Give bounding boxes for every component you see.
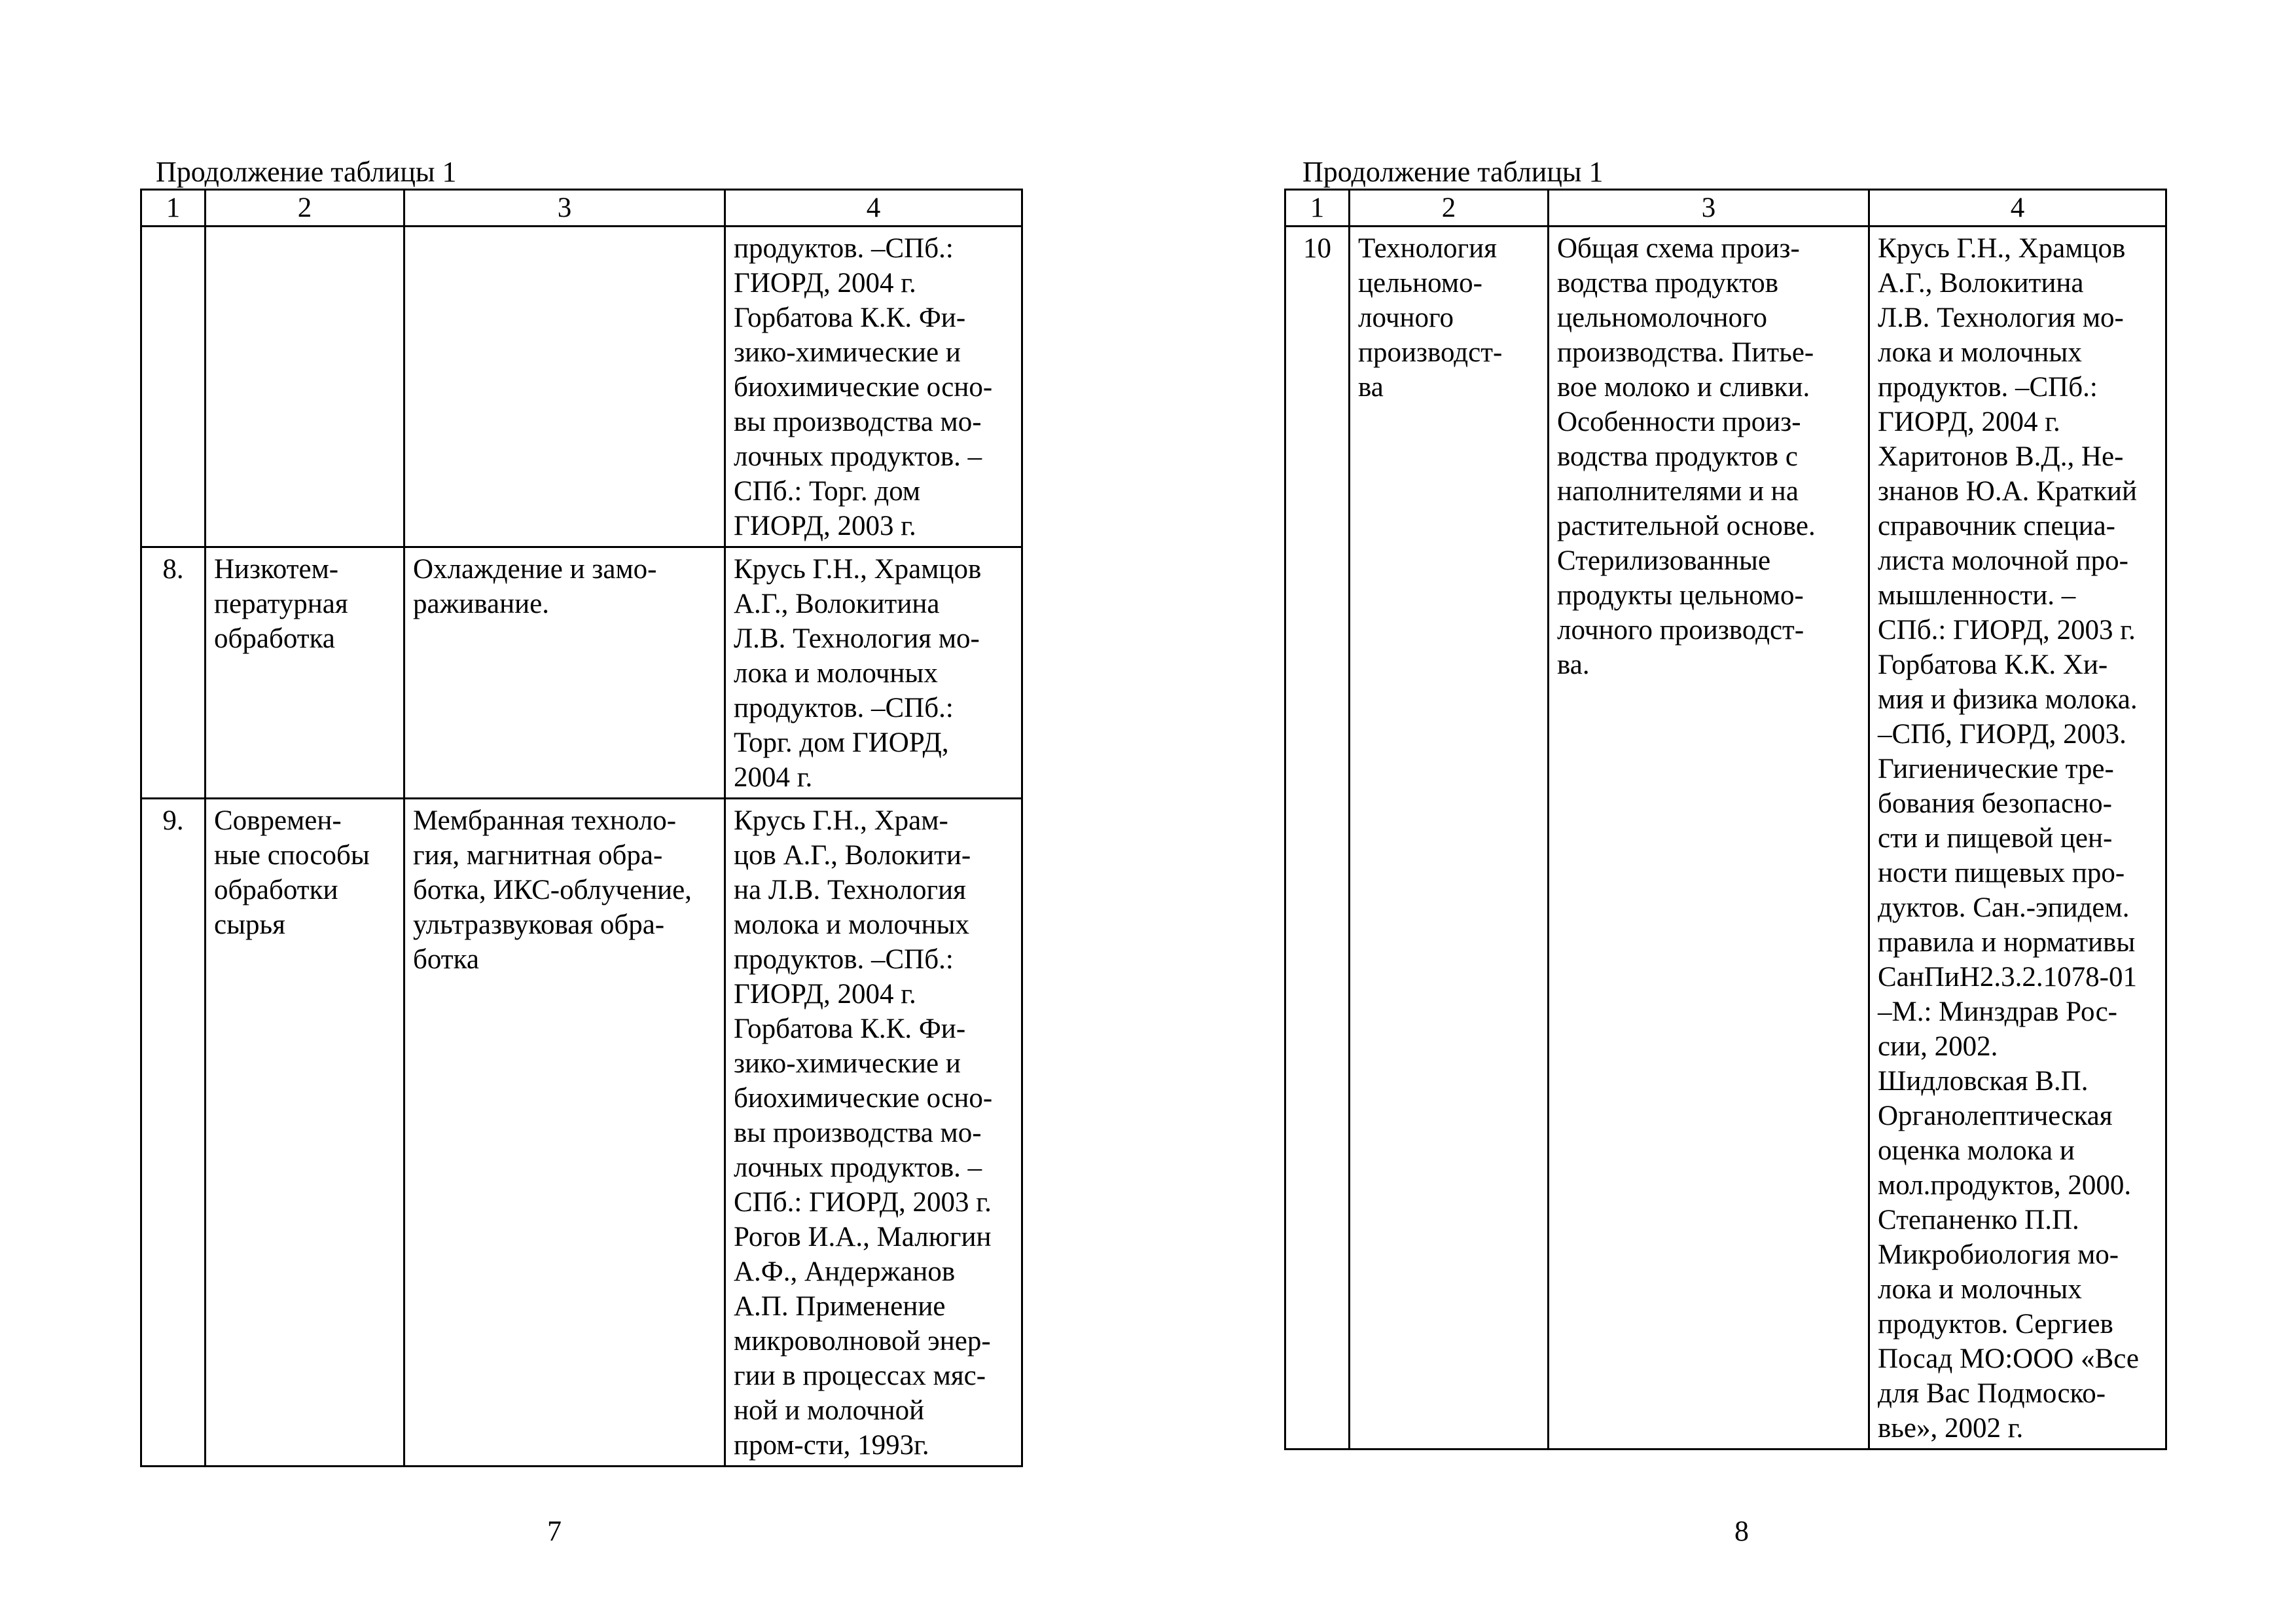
cell-line: биохимические осно- — [734, 372, 993, 403]
cell-line: –М.: Минздрав Рос- — [1878, 996, 2117, 1027]
cell-line: СанПиН2.3.2.1078-01 — [1878, 962, 2137, 993]
cell-line: Общая схема произ- — [1557, 233, 1800, 264]
cell-line: Горбатова К.К. Хи- — [1878, 649, 2108, 680]
cell-line: лока и молочных — [734, 658, 938, 689]
cell-line: ва. — [1557, 649, 1590, 680]
table-row — [1285, 227, 2166, 1450]
column-header: 2 — [1350, 190, 1549, 227]
column-header: 2 — [206, 190, 404, 227]
cell-line: Торг. дом ГИОРД, — [734, 727, 949, 758]
table-header-row — [1285, 190, 2166, 227]
cell-line: Крусь Г.Н., Храм- — [734, 805, 948, 836]
cell-line: бования безопасно- — [1878, 788, 2112, 819]
cell-line: биохимические осно- — [734, 1083, 993, 1114]
cell-line: ГИОРД, 2003 г. — [734, 511, 916, 541]
cell-line: Мембранная техноло- — [413, 805, 677, 836]
cell-line: ные способы — [214, 840, 370, 871]
cell-line: Л.В. Технология мо- — [734, 623, 980, 654]
literature-cell — [725, 227, 1022, 547]
cell-line: наполнителями и на — [1557, 476, 1799, 507]
cell-line: Л.В. Технология мо- — [1878, 302, 2124, 333]
cell-line: лочных продуктов. – — [734, 1152, 982, 1183]
cell-line: Горбатова К.К. Фи- — [734, 1013, 966, 1044]
column-header: 4 — [1869, 190, 2166, 227]
left-table-caption: Продолжение таблицы 1 — [156, 156, 457, 188]
left-page-number: 7 — [547, 1515, 562, 1547]
row-number: 9. — [141, 799, 206, 1467]
cell-line: СПб.: Торг. дом — [734, 476, 921, 507]
cell-line: цов А.Г., Волокити- — [734, 840, 971, 871]
cell-line: дуктов. Сан.-эпидем. — [1878, 892, 2130, 923]
content-cell — [404, 799, 725, 1467]
cell-line: Крусь Г.Н., Храмцов — [734, 554, 982, 585]
cell-line: Низкотем- — [214, 554, 339, 585]
cell-line: 2004 г. — [734, 762, 813, 793]
literature-cell — [1869, 227, 2166, 1450]
cell-line: цельномо- — [1358, 268, 1482, 299]
cell-line: СПб.: ГИОРД, 2003 г. — [1878, 615, 2136, 646]
cell-line: А.Г., Волокитина — [734, 589, 940, 619]
cell-line: продуктов. Сергиев — [1878, 1309, 2113, 1340]
column-header: 4 — [725, 190, 1022, 227]
cell-line: Гигиенические тре- — [1878, 754, 2114, 784]
cell-line: Органолептическая — [1878, 1101, 2113, 1131]
literature-cell — [725, 547, 1022, 799]
cell-line: правила и нормативы — [1878, 927, 2136, 958]
cell-line: Степаненко П.П. — [1878, 1205, 2079, 1235]
cell-line: пературная — [214, 589, 348, 619]
cell-line: Микробиология мо- — [1878, 1239, 2119, 1270]
content-cell — [404, 227, 725, 547]
row-number: 8. — [141, 547, 206, 799]
cell-line: продуктов. –СПб.: — [734, 693, 954, 723]
cell-line: Технология — [1358, 233, 1497, 264]
cell-line: СПб.: ГИОРД, 2003 г. — [734, 1187, 992, 1218]
cell-line: водства продуктов — [1557, 268, 1779, 299]
cell-line: Особенности произ- — [1557, 407, 1801, 437]
column-header: 1 — [141, 190, 206, 227]
cell-line: лочного — [1358, 302, 1454, 333]
right-table — [1284, 189, 2167, 1450]
cell-line: мышленности. – — [1878, 580, 2076, 611]
right-page-number: 8 — [1734, 1515, 1749, 1547]
cell-line: для Вас Подмоско- — [1878, 1378, 2106, 1409]
cell-line: ультразвуковая обра- — [413, 909, 665, 940]
topic-cell — [206, 799, 404, 1467]
cell-line: ботка — [413, 944, 479, 975]
cell-line: А.Г., Волокитина — [1878, 268, 2084, 299]
cell-line: лочного производст- — [1557, 615, 1804, 646]
cell-line: производст- — [1358, 337, 1503, 368]
cell-line: продуктов. –СПб.: — [734, 233, 954, 264]
cell-line: оценка молока и — [1878, 1135, 2075, 1166]
cell-line: ной и молочной — [734, 1395, 925, 1426]
cell-line: цельномолочного — [1557, 302, 1768, 333]
row-number — [141, 227, 206, 547]
cell-line: вое молоко и сливки. — [1557, 372, 1810, 403]
cell-line: ности пищевых про- — [1878, 858, 2125, 888]
cell-line: Стерилизованные — [1557, 545, 1771, 576]
column-header: 3 — [404, 190, 725, 227]
cell-line: Горбатова К.К. Фи- — [734, 302, 966, 333]
cell-line: А.П. Применение — [734, 1291, 946, 1322]
cell-line: лочных продуктов. – — [734, 441, 982, 472]
cell-line: вы производства мо- — [734, 1118, 982, 1148]
cell-line: производства. Питье- — [1557, 337, 1814, 368]
cell-line: ва — [1358, 372, 1384, 403]
cell-line: Харитонов В.Д., Не- — [1878, 441, 2124, 472]
column-header: 3 — [1549, 190, 1869, 227]
cell-line: пром-сти, 1993г. — [734, 1430, 929, 1461]
right-table-caption: Продолжение таблицы 1 — [1302, 156, 1604, 188]
cell-line: на Л.В. Технология — [734, 875, 966, 905]
cell-line: лока и молочных — [1878, 1274, 2082, 1305]
cell-line: обработки — [214, 875, 338, 905]
cell-line: продуктов. –СПб.: — [734, 944, 954, 975]
table-row — [141, 227, 1022, 547]
cell-line: Охлаждение и замо- — [413, 554, 657, 585]
cell-line: мол.продуктов, 2000. — [1878, 1170, 2132, 1201]
cell-line: гия, магнитная обра- — [413, 840, 663, 871]
cell-line: Крусь Г.Н., Храмцов — [1878, 233, 2126, 264]
column-header: 1 — [1285, 190, 1350, 227]
cell-line: растительной основе. — [1557, 511, 1816, 541]
left-table — [140, 189, 1023, 1467]
cell-line: Посад МО:ООО «Все — [1878, 1343, 2139, 1374]
cell-line: мия и физика молока. — [1878, 684, 2138, 715]
cell-line: сти и пищевой цен- — [1878, 823, 2113, 854]
cell-line: обработка — [214, 623, 335, 654]
cell-line: Шидловская В.П. — [1878, 1066, 2089, 1097]
cell-line: справочник специа- — [1878, 511, 2115, 541]
cell-line: вы производства мо- — [734, 407, 982, 437]
cell-line: Рогов И.А., Малюгин — [734, 1222, 992, 1252]
cell-line: сии, 2002. — [1878, 1031, 1998, 1062]
table-row — [141, 799, 1022, 1467]
table-header-row — [141, 190, 1022, 227]
cell-line: сырья — [214, 909, 285, 940]
cell-line: микроволновой энер- — [734, 1326, 991, 1357]
cell-line: ГИОРД, 2004 г. — [734, 268, 916, 299]
cell-line: –СПб, ГИОРД, 2003. — [1878, 719, 2126, 750]
cell-line: водства продуктов с — [1557, 441, 1798, 472]
topic-cell — [1350, 227, 1549, 1450]
cell-line: ГИОРД, 2004 г. — [734, 979, 916, 1010]
cell-line: зико-химические и — [734, 1048, 961, 1079]
cell-line: Современ- — [214, 805, 342, 836]
cell-line: продуктов. –СПб.: — [1878, 372, 2098, 403]
cell-line: раживание. — [413, 589, 549, 619]
row-number: 10 — [1285, 227, 1350, 1450]
cell-line: ГИОРД, 2004 г. — [1878, 407, 2060, 437]
topic-cell — [206, 547, 404, 799]
cell-line: продукты цельномо- — [1557, 580, 1804, 611]
cell-line: листа молочной про- — [1878, 545, 2128, 576]
topic-cell — [206, 227, 404, 547]
cell-line: молока и молочных — [734, 909, 969, 940]
cell-line: знанов Ю.А. Краткий — [1878, 476, 2138, 507]
cell-line: зико-химические и — [734, 337, 961, 368]
cell-line: А.Ф., Андержанов — [734, 1256, 956, 1287]
cell-line: гии в процессах мяс- — [734, 1360, 986, 1391]
cell-line: лока и молочных — [1878, 337, 2082, 368]
content-cell — [1549, 227, 1869, 1450]
literature-cell — [725, 799, 1022, 1467]
content-cell — [404, 547, 725, 799]
cell-line: вье», 2002 г. — [1878, 1413, 2024, 1444]
table-row — [141, 547, 1022, 799]
cell-line: ботка, ИКС-облучение, — [413, 875, 692, 905]
